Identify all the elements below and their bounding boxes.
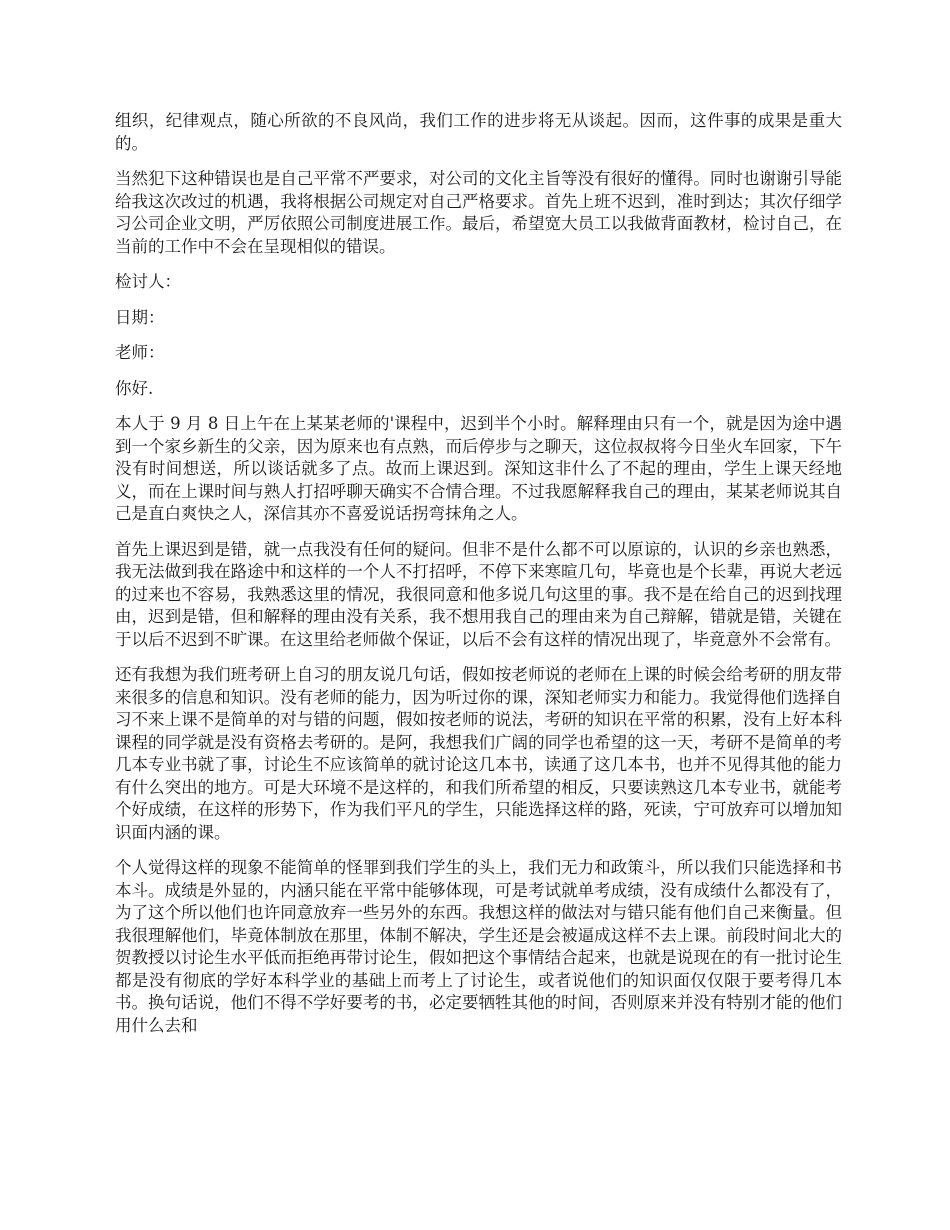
paragraph-personal-view: 个人觉得这样的现象不能简单的怪罪到我们学生的头上，我们无力和政策斗，所以我们只能选择和书本斗。成绩是外显的，内涵只能在平常中能够体现，可是考试就单考成绩，没有成绩什么都没有了，为了这个所以他们也许同意放弃一些另外的东西。我想这样的做法对与错只能有他们自己来衡量。但我很理解他们，毕竟体制放在那里，体制不解决，学生还是会被逼成这样不去上课。前段时间北大的贺教授以讨论生水平低而拒绝再带讨论生，假如把这个事情结合起来，也就是说现在的有一批讨论生都是没有彻底的学好本科学业的基础上而考上了讨论生，或者说他们的知识面仅仅限于要考得几本书。换句话说，他们不得不学好要考的书，必定要牺牲其他的时间，否则原来并没有特别才能的他们用什么去和: [115, 858, 842, 1035]
paragraph-self-reflection: 当然犯下这种错误也是自己平常不严要求，对公司的文化主旨等没有很好的懂得。同时也谢谢引导能给我这次改过的机遇，我将根据公司规定对自己严格要求。首先上班不迟到，准时到达；其次仔细学习公司企业文明，严厉依照公司制度进展工作。最后，希望宽大员工以我做背面教材，检讨自己，在当前的工作中不会在呈现相似的错误。: [115, 169, 842, 256]
greeting: 你好.: [115, 378, 154, 398]
paragraph-conclusion: 组织，纪律观点，随心所欲的不良风尚，我们工作的进步将无从谈起。因而，这件事的成果是重大的。: [115, 111, 842, 153]
paragraph-exam-prep: 还有我想为我们班考研上自习的朋友说几句话，假如按老师说的老师在上课的时候会给考研的朋友带来很多的信息和知识。没有老师的能力，因为听过你的课，深知老师实力和能力。我觉得他们选择自习不来上课不是简单的对与错的问题，假如按老师的说法，考研的知识在平常的积累，没有上好本科课程的同学就是没有资格去考研的。是阿，我想我们广阔的同学也希望的这一天，考研不是简单的考几本专业书就了事，讨论生不应该简单的就讨论这几本书，读通了这几本书，也并不见得其他的能力有什么突出的地方。可是大环境不是这样的，和我们所希望的相反，只要读熟这几本专业书，就能考个好成绩，在这样的形势下，作为我们平凡的学生，只能选择这样的路，死读，宁可放弃可以增加知识面内涵的课。: [115, 665, 842, 842]
label-date: 日期：: [115, 307, 165, 327]
document-page: [115, 110, 842, 1050]
label-reviewer: 检讨人：: [115, 272, 181, 291]
paragraph-admission: 首先上课迟到是错，就一点我没有任何的疑问。但非不是什么都不可以原谅的，认识的乡亲也熟悉，我无法做到我在路途中和这样的一个人不打招呼，不停下来寒暄几句，毕竟也是个长辈，再说大老远的过来也不容易，我熟悉这里的情况，我很同意和他多说几句这里的事。我不是在给自己的迟到找理由，迟到是错，但和解释的理由没有关系，我不想用我自己的理由来为自己辩解，错就是错，关键在于以后不迟到不旷课。在这里给老师做个保证，以后不会有这样的情况出现了，毕竟意外不会常有。: [115, 539, 842, 649]
salutation-teacher: 老师：: [115, 343, 165, 362]
paragraph-late-explanation: 本人于 9 月 8 日上午在上某某老师的'课程中，迟到半个小时。解释理由只有一个，就是因为途中遇到一个家乡新生的父亲，因为原来也有点熟，而后停步与之聊天，这位叔叔将今日坐火车回家，下午没有时间想送，所以谈话就多了点。故而上课迟到。深知这非什么了不起的理由，学生上课天经地义，而在上课时间与熟人打招呼聊天确实不合情合理。不过我愿解释我自己的理由，某某老师说其自己是直白爽快之人，深信其亦不喜爱说话拐弯抹角之人。: [115, 414, 842, 523]
